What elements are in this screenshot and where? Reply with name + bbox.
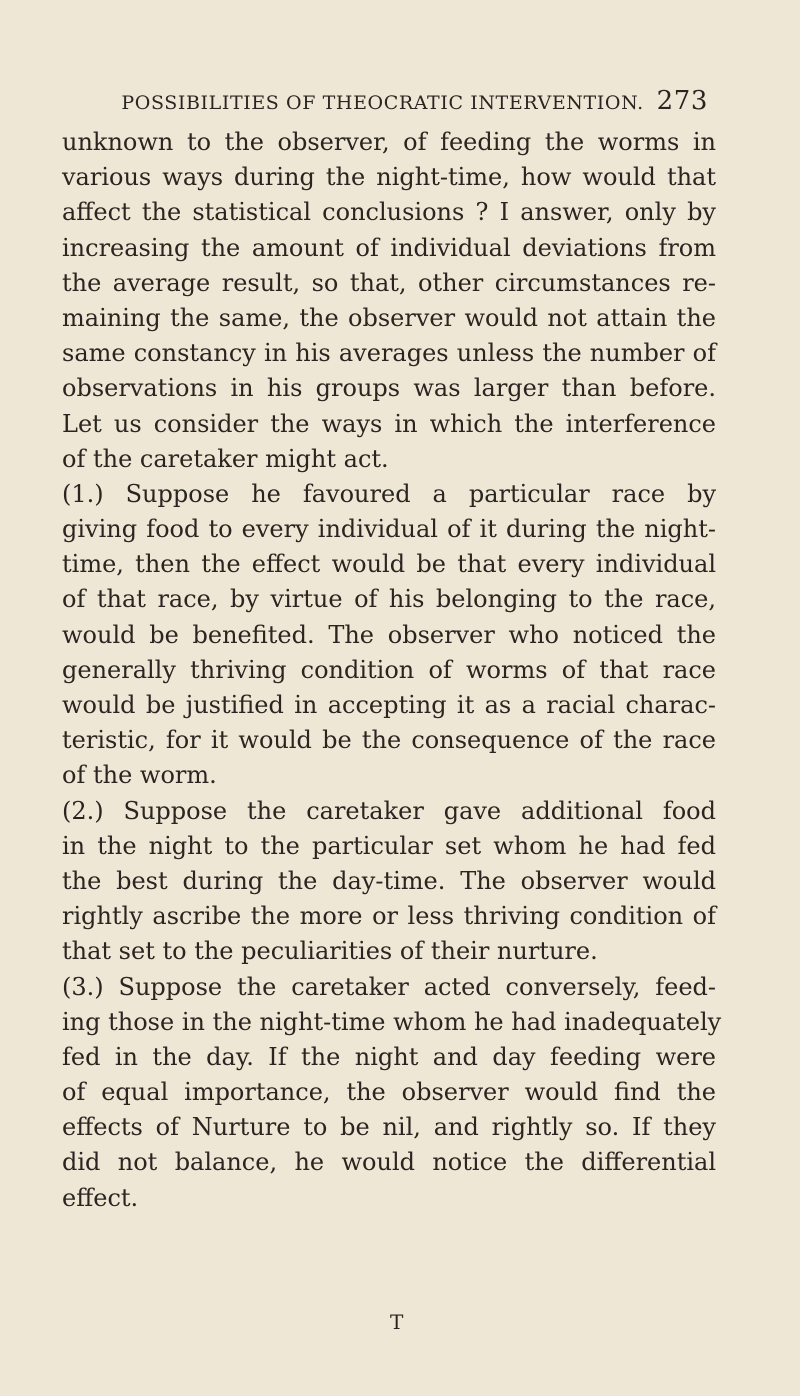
text-line: of equal importance, the observer would find the	[62, 1078, 716, 1107]
page-number: 273	[656, 86, 708, 116]
text-line: the average result, so that, other circumstances re-	[62, 268, 716, 297]
text-line: giving food to every individual of it during the night-	[62, 515, 716, 544]
text-line: maining the same, the observer would not attain the	[62, 303, 716, 332]
text-line: effect.	[62, 1183, 139, 1212]
body-text	[62, 125, 722, 1216]
text-line: observations in his groups was larger than before.	[62, 374, 716, 403]
text-line: ing those in the night-time whom he had inadequately	[62, 1007, 722, 1036]
text-line: (1.) Suppose he favoured a particular race by	[62, 479, 716, 508]
text-line: generally thriving condition of worms of that race	[62, 655, 716, 684]
signature-mark: T	[390, 1310, 404, 1334]
running-head	[120, 86, 708, 116]
text-line: fed in the day. If the night and day feeding were	[62, 1042, 716, 1071]
text-line: increasing the amount of individual deviations from	[62, 233, 716, 262]
text-line: the best during the day-time. The observer would	[62, 866, 716, 895]
text-line: of the caretaker might act.	[62, 444, 389, 473]
text-line: in the night to the particular set whom he had fed	[62, 831, 716, 860]
text-line: effects of Nurture to be nil, and rightly so. If they	[62, 1113, 716, 1142]
text-line: that set to the peculiarities of their nurture.	[62, 937, 598, 966]
text-line: time, then the effect would be that every individual	[62, 550, 716, 579]
text-line: same constancy in his averages unless the number of	[62, 339, 716, 368]
text-line: affect the statistical conclusions ? I answer, only by	[62, 198, 716, 227]
text-line: of the worm.	[62, 761, 217, 790]
text-line: rightly ascribe the more or less thriving condition of	[62, 902, 716, 931]
text-line: would be benefited. The observer who noticed the	[62, 620, 716, 649]
text-line: of that race, by virtue of his belonging to the race,	[62, 585, 716, 614]
text-line: various ways during the night-time, how would that	[62, 163, 716, 192]
text-line: would be justified in accepting it as a racial charac-	[62, 691, 716, 719]
running-title: POSSIBILITIES OF THEOCRATIC INTERVENTION.	[121, 92, 644, 114]
text-line: (2.) Suppose the caretaker gave additional food	[62, 796, 716, 825]
text-line: Let us consider the ways in which the interference	[62, 409, 716, 438]
text-line: teristic, for it would be the consequence of the race	[62, 726, 716, 755]
text-line: unknown to the observer, of feeding the worms in	[62, 128, 716, 156]
text-line: did not balance, he would notice the differential	[62, 1148, 716, 1177]
text-line: (3.) Suppose the caretaker acted conversely, feed-	[62, 972, 716, 1001]
